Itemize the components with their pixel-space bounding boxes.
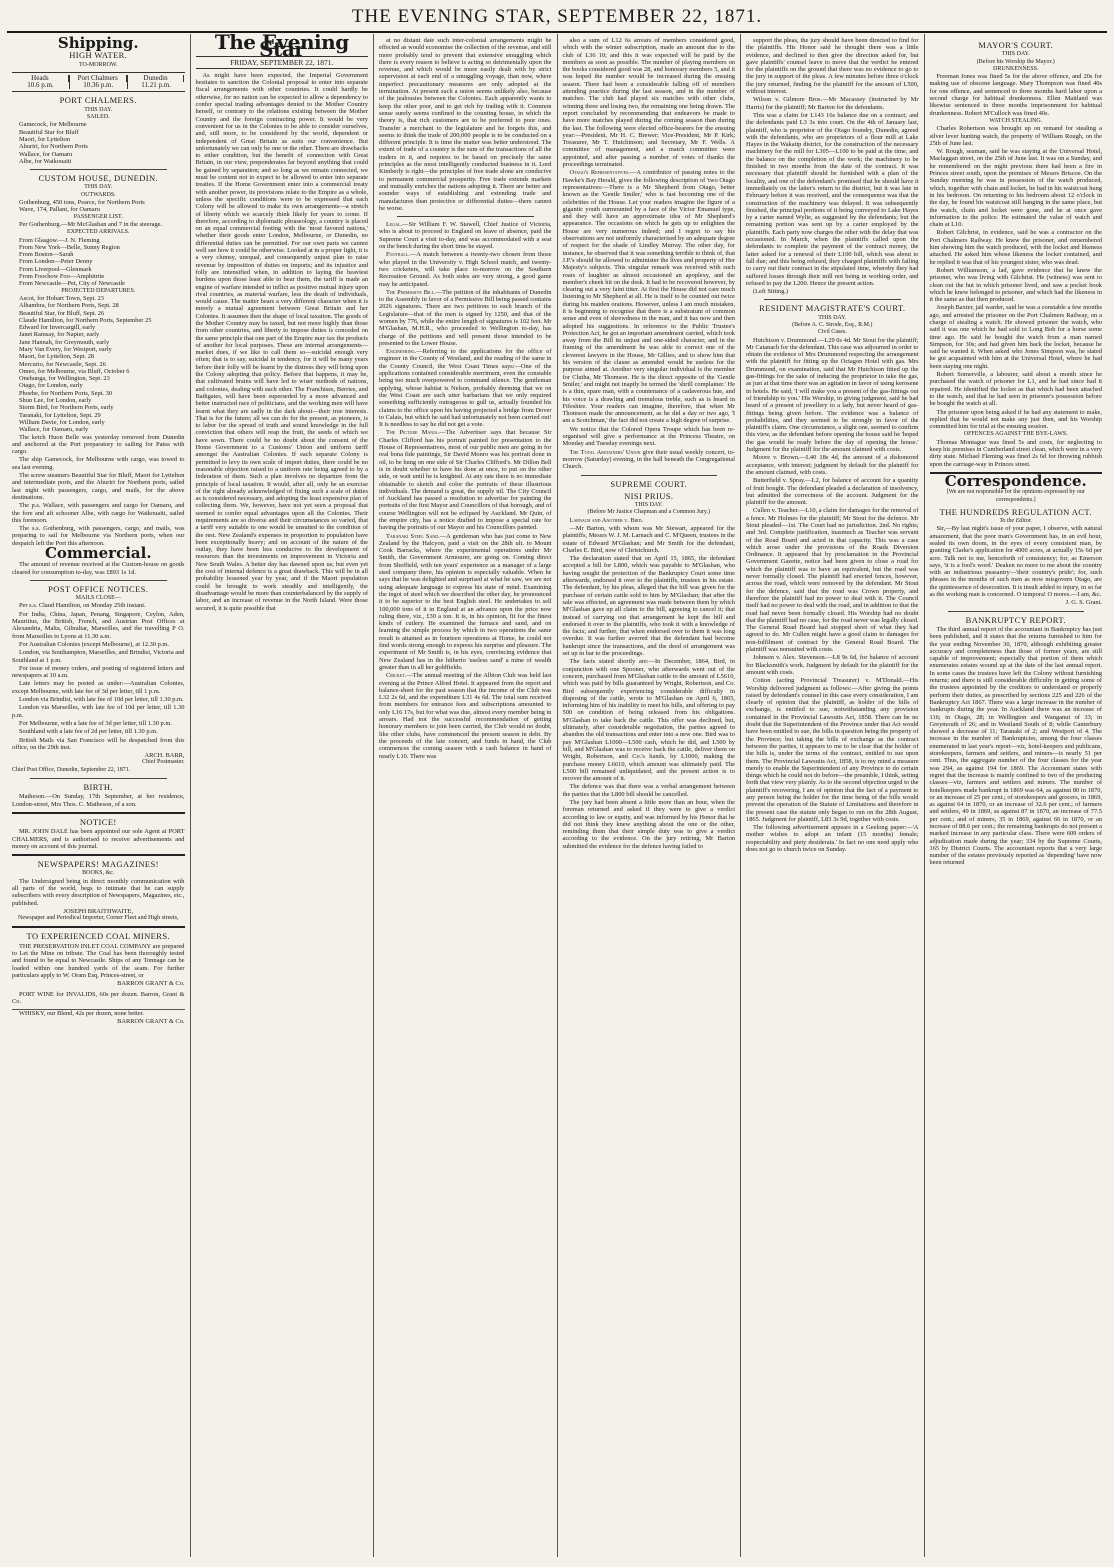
sailed-list [12, 121, 185, 165]
news-item-text: —The annual meeting of the Albion Club was held last evening at the Prince Alfred Hotel. It appeared from the report and balance-sheet for the past season that the income of the Club was L32 2s 6d, and the expenditure L31 4s 6d. The total sum received from members for entrance fees and subscriptions amounted to only L16 17s, but for what was due, almost every member being in arrears. Had not the successful recommendation of getting honorary members to join been carried, the Club would no doubt, like other clubs, have commenced the present season in debt. By the proceeds of the late concert, and funds in hand, the Club commences the coming season with a cash balance in hand of nearly L10. There was [379, 672, 552, 760]
paragraph: Johnson v. Alex. Stevenson.—L8 9s 6d, for balance of account for Blacksmith's work. Judgment by default for the plaintiff for the amount with costs. [746, 654, 919, 676]
paragraph: For India, China, Japan, Penang, Singapore, Ceylon, Aden, Mauritius, the British, French, and Austrian Post Offices at Alexandria, Malta, Gibraltar, Marseilles, and the travelling P O. from Marseilles to Lyons at 11.30 a.m. [12, 610, 185, 640]
paragraph: Butterfield v. Spray.—L2, for balance of account for a quantity of fruit bought. The defendant pleaded a declaration of insolvency, but admitted the correctness of the account. Judgment for the plaintiff for the amount. [746, 477, 919, 507]
editorial-date: FRIDAY, SEPTEMBER 22, 1871. [196, 56, 369, 69]
paragraph: London, via Southampton, Marseilles, and Brindisi, Victoria and Southland at 1 p.m. [12, 649, 185, 664]
high-water-title: HIGH WATER. [69, 50, 128, 61]
passenger-text: Per Gothenburg.—Mr McGlashan and 7 in the steerage. [19, 220, 163, 228]
paragraph: For Australian Colonies (except Melbourne), at 12.30 p.m. [19, 640, 169, 648]
paragraph: Moore v. Brown.—L40 18s 4d, the amount of a dishonored acceptance, with interest; judgment by default for the plaintiff for the amount claimed, with costs. [746, 454, 919, 476]
case-head: Larnach and Another v. Bird. [569, 516, 644, 524]
outwards-list [12, 199, 185, 214]
list-item: Maori, for Lyttelton [19, 135, 70, 143]
news-item-head: Taranaki Steel Sand. [386, 532, 440, 540]
list-item: Janet Ramsay, for Napier, early [19, 331, 100, 339]
shipping-paras [12, 434, 185, 547]
news-items-col4 [563, 169, 736, 470]
hundreds-sig: J. G. S. Grant. [1065, 599, 1102, 607]
port-wine-ad: PORT WINE for INVALIDS, 60s per dozen. Barron, Grant & Co. [12, 990, 185, 1005]
paragraph: London via Brindisi, with late fee of 10d per letter, till 1.30 p.m. [19, 696, 184, 704]
paragraph: Cotton (acting Provincial Treasurer) v. M'Donald.—His Worship delivered judgment as follows:—After giving the points raised by defendant's counsel in this case every consideration, I am clearly of opinion that the plaintiff, as holder of the bills of exchange, is entitled to sue, notwithstanding any provision contained in the Provincial Lawsuits Act, 1858. There can be no doubt that the Superintendent of the Province under that Act would have been entitled to sue, the bills in question being the property of the Province; but taking the bills of exchange as the contract between the parties, it appears to me to be clear that the holder of the bills is, under the terms of the contract, entitled to sue upon them. The Provincial Lawsuits Act, 1858, is to my mind a measure merely to enable the Superintendent of any Province to do certain things which he could not do before—the preamble, I think, setting forth that view very plainly. As to the second objection urged to the plaintiff's recovering, I am of opinion that the fact of a payment to any person being the holder for the time being of the bills would prevent the operation of the Statute of Limitations and therefore in the present case the statute only began to run on the 28th August, 1865. Judgment for plaintiff, L83 3s 9d, together with costs. [746, 677, 919, 823]
civil-paras [746, 337, 919, 854]
column-2 [191, 34, 375, 1557]
nisi-before: (Before Mr Justice Chapman and a Common Jury.) [587, 509, 711, 516]
whisky-sig: BARRON GRANT & Co. [117, 1018, 185, 1026]
port-title: PORT CHALMERS. [59, 95, 137, 106]
paragraph: This was a claim for L143 16s balance due on a contract; and the defendants paid L3 3s into court. On the 4th of January last, plaintiff, who is proprietor of the Otago foundry, Dunedin, agreed with the defendants, who are proprietors of a flour mill at Lake Hayes in the Wakatip district, for the construction of the necessary machinery for the mill for L305—L100 to be paid at the time, and the balance on the completion of the work; the machinery to be finished in two months from the date of the contract. It was necessary that plaintiff should be furnished with a plan of the locality, and one of the defendant's promised that he should have it immediately on the latter's return to the district, but it was late in February before it was received, and the consequence was that the construction of the machinery was delayed. It was subsequently finished, the principal portions of it being conveyed to Lake Hayes by a carter named Wylie, as suggested by the defendants; but the remaining portion was sent up by a carter employed by the plaintiffs. Each party now charges the other with the delay that was occasioned. In March, when the plaintiffs called upon the defendants to complete the payment of the contract money, the latter asked for a renewal of their L100 bill, which was about to fall due; and this being refused, they charged plaintiffs with failing to carry out their contract in the stipulated time, whereby they had suffered losses through their mill not being in working order, and refused to pay the L200. Hence the present action. [746, 111, 919, 287]
hundreds-title: THE HUNDREDS REGULATION ACT. [939, 506, 1092, 517]
list-item: William Davie, for London, early [19, 418, 105, 426]
list-item: Jane Hannah, for Greymouth, early [19, 338, 110, 346]
case-continued [746, 37, 919, 295]
tide-dunedin: Dunedin 11.21 p.m. [128, 75, 185, 90]
list-item: Beautiful Star for Bluff [19, 128, 79, 136]
list-item: Wallace, for Oamaru [19, 150, 73, 158]
news-item-head: Football. [386, 251, 410, 259]
tide-port: Port Chalmers 10.36 p.m. [70, 75, 128, 90]
news-item [379, 221, 552, 250]
arrivals-head: EXPECTED ARRIVALS. [66, 229, 130, 236]
list-item: Maori, for Lyttelton, Sept. 28 [19, 353, 95, 361]
list-item: From Boston—Sarah [19, 251, 74, 259]
newspapers-text: The Undersigned being in direct monthly communication with all parts of the world, begs to intimate that he can supply subscribers with every description of Newspapers, Magazines, etc., published. [12, 877, 185, 907]
paragraph: Southland with a late fee of 2d per letter, till 1.30 p.m. [19, 728, 158, 736]
news-item [563, 449, 736, 471]
list-item: Ascot, for Hobart Town, Sept. 23 [19, 294, 104, 302]
paragraph: The declaration stated that on April 15, 1865, the defendant accepted a bill for L800, which was payable to M'Glashan, who having sought the protection of the Bankruptcy Court some time afterwards, endorsed it over to the plaintiffs, trustees in his estate. The defendant, by his pleas, alleged that the bill was given for the purchase of certain cattle sold to him by M'Glashan; that after the sale was effected, an agreement was made between them by which M'Glashan gave up all claim to the bill, agreeing to cancel it; that instead of carrying out that arrangement he kept the bill and endorsed it over to the plaintiffs, who took it with a knowledge of the facts; and further, that when endorsed over to them it was long overdue. It was further averred that the defendant had become bankrupt since the transactions, and the deed of arrangement was set up in bar to the proceedings. [562, 555, 735, 658]
paragraph: The following advertisement appears in a Geelong paper:—'A mother wishes to adopt an infant (15 months) female; respectability and piety desiderata.' In fact no one need apply who does not go to church twice on Sunday. [746, 824, 919, 854]
list-item: Phoebe, for Northern Ports, Sept. 30 [19, 389, 113, 397]
list-item: From Newcastle—Pet, City of Newcastle [19, 280, 125, 288]
paragraph: The s.s. Gothenburg, with passengers, cargo, and mails, was preparing to sail for Melbourne via Northern ports, when our despatch left the Port this afternoon. [12, 525, 185, 547]
paragraph: at no distant date such inter-colonial arrangements might be effected as would economise the collection of the revenue, and still more probably tend to prevent that extensive smuggling which there is every reason to believe is acting so detrimentally upon the revenue, and which would be more easily dealt with by strict supervision at each end of a smuggling voyage, than now, where imperfect precautionary measures are only adopted at the termination. At present such a union seems unlikely also, because of the jealousies between the Colonies. Each apparently wants to keep the other poor, and to get rich by trading with it. Common sense surely seems confined to the counting house, in which the theory is, that rich customers are to be preferred to poor ones. Transfer a merchant to the legislature and he forgets this, and seems to think the trade of 200,000 people is to be conducted on a different principle. It is time the matter was better understood. The extent of trade of a country is the sum of the transactions of all the traders in it, and requires to be based on precisely the same principles as the most intelligently conducted business in it. Lord Kimberly is right—the principles of free trade alone are conducive to permanent commercial prosperity. Free trade extends markets and mutually enriches the nations adopting it. There are better and sounder ways of establishing and extending trade and manufactures than protective or differential duties—there cannot be worse. [379, 37, 552, 212]
news-item-head: Otago's Representatives. [569, 169, 630, 177]
paragraph: Hutchison v. Drummond.—L29 0s 4d. Mr Stout for the plaintiff; Mr Catanach for the defendant. This case was adjourned in order to obtain the evidence of Mrs Drummond respecting the arrangement with the plaintiff for fitting up the Octagon Hotel with gas. Mrs Drummond, on examination, said that Mr Hutchison fitted up the gas-fittings for the sake of inducing the proprietor to take the gas, as just at that time there was an agitation in favor of using kerosene in hotels. He said, 'I will make you a present of the gas-fittings out of friendship to you.' His Worship, in giving judgment, said he had heard of a present of jewellery to a lady, but never heard of gas-fittings being given before. The evidence was a balance of probabilities, and they seemed to be strongly in favor of the plaintiff's claim. One circumstance, a slight one, seemed to confirm this view, as the defendant before opening the house said he 'hoped the gas would be ready before the day of opening the house.' Judgment for the plaintiff for the amount claimed with costs. [746, 336, 919, 454]
paragraph: London via Marseilles, with late fee of 10d per letter, till 1.30 p.m. [12, 704, 185, 719]
drunk-head: DRUNKENNESS. [992, 65, 1039, 72]
birth-text: Matheson.—On Sunday, 17th September, at her residence, London-street, Mrs Thos. C. Matheson, of a son. [12, 793, 185, 808]
news-item [379, 251, 552, 287]
case-paras [563, 525, 736, 850]
nisi-sub: THIS DAY. [634, 502, 663, 509]
news-item-text: —A contributor of passing notes to the Hawke's Bay Herald, gives the following description of 'two Otago representatives:—There is a Mr Shepherd from Otago, better known as the 'Gentle Smiler,' who is fast becoming one of the celebrities of the House. Let your readers imagine the figure of a gigantic youth surmounted by a face of the Victor Emanuel type, and they will have an approximate idea of Mr Shepherd's appearance. The occasions on which he gets up to enlighten the House are very numerous indeed; and I regret to say his observations are not uniformly characterised by an adequate degree of respect for the shade of Lindley Murray. The other day, for instance, he observed that it was something terrible to think of, that J.P.'s should be allowed to administer the lives and property of Her Majesty's subjects. This singular remark was received with such roars of laughter as almost occasioned an apoplexy, and the member's cheek hit on the desk. It had to be recovered however, by clearing out a very faint titter. At first the House did not care much listening to Mr Shepherd at all. He is itself to be counted out twice during his maiden orations. However, unless I am much mistaken, it is beginning to recognise that there is a substratum of common sense and even of shrewdness in the man, and it has now and then adopted his suggestions. In reference to the Public Trustee's Protection Act, he got an important amendment carried, which took away from the Bill its unjust and one-sided character, and in the framing of the amendment he was able to correct one of the cleverest lawyers in the House, Mr Gillies, and to show him that his version of the clause as amended would be useless for the purpose aimed at. Another very singular individual is the member for Clutha, Mr Thomson. He is the direct opposite of the 'Gentle Smiler,' and might not inaptly be termed the 'shrill complainer.' He is a thin, spare man, with a countenance of a cadaverous hue, and his voice is a drawling and tremulous treble, such as is heard in Fifeshire. Your readers can imagine, therefore, that when Mr Thomson made the announcement, as he did a day or two ago, 'I am a Scotchman,' the fact did not create a high degree of surprise. [562, 169, 735, 425]
paragraph: Per s.s. Claud Hamilton, on Monday 25th instant. [19, 602, 146, 610]
birth-title: BIRTH. [83, 782, 113, 793]
paragraph: The screw steamers Beautiful Star for Bluff, Maori for Lyttelton and intermediate ports, and the Ahuriri for Northern ports, sailed last night with passengers, cargo, and mails, for the above destinations. [12, 472, 185, 501]
paragraph: Wilson v. Gilmore Bros.—Mr Macassey (instructed by Mr Harris) for the plaintiff; Mr Barton for the defendants. [746, 96, 919, 111]
bankruptcy-title: BANKRUPTCY REPORT. [965, 614, 1066, 625]
bye-text: Thomas Montague was fined 5s and costs, for neglecting to keep his premises in Cumberland street clean, which were in a very dirty state. Michael Fleming was fined 2s 6d for throwing rubbish upon the carriage-way in Princes street. [929, 438, 1102, 468]
news-item [379, 533, 552, 672]
custom-title: CUSTOM HOUSE, DUNEDIN. [38, 173, 159, 184]
list-item: Taranaki, for Lyttelton, Sept. 29 [19, 411, 101, 419]
post-paras [12, 602, 185, 751]
high-water-sub: TO-MORROW. [78, 61, 118, 68]
hundreds-text: Sir,—By last night's issue of your paper, I observe, with natural amazement, that the poor man's Government has, in an evil hour, sealed its own doom, in the eyes of every consistent man, by granting Clarke's application for 4000 acres, at actually 15s 6d per acre. Talk not to me, henceforth of consistency; for, as Emerson says, 'it is a fool's word.' Deaken no more to me about the country with an industrious peasantry—'their country's pride'; for, such phrases in the mouths of such men as now misgovern Otago, are the quintessence of desecration. It is insult added to injury, in so far as the working man is concerned. O tempora! O mores.—I am, &c. [929, 525, 1102, 599]
commercial-text: The amount of revenue received at the Custom-house on goods cleared for consumption to-day, was £893 1s 1d. [12, 561, 185, 576]
paragraph: The ship Gamecock, for Melbourne with cargo, was towed to sea last evening. [12, 456, 185, 471]
paragraph: The defence was that there was a verbal arrangement between the parties that the L800 bill should be cancelled. [562, 783, 735, 798]
paragraph: The p.s. Wallace, with passengers and cargo for Oamaru, and the fore and aft schooner Albe, with cargo for Waikouaiti, sailed this forenoon. [12, 502, 185, 524]
notice-text: MR. JOHN DALE has been appointed our sole Agent at PORT CHALMERS, and is authorised to receive advertisements and money on account of this journal. [12, 828, 185, 850]
civil-head: Civil Cases. [817, 329, 847, 336]
list-item: Alhambra, for Northern Ports, Sept. 28 [19, 302, 119, 310]
list-item: From Liverpool—Glenmark [19, 265, 92, 273]
correspondence-note: [We are not responsible for the opinions expressed by our correspondents.] [946, 489, 1085, 503]
arrivals-list [12, 237, 185, 288]
post-sig: ARCH. BARR, [144, 752, 185, 760]
news-item [379, 429, 552, 531]
news-item [563, 169, 736, 424]
news-item-text: We notice that the Colored Opera Troupe which has been re-organised will give a performance at the Princess Theatre, on Monday and Tuesday evenings next. [562, 425, 735, 448]
list-item: Mary Van Every, for Westport, early [19, 345, 112, 353]
column-6 [925, 34, 1108, 1557]
mayor-court-title: MAYOR'S COURT. [978, 40, 1054, 50]
news-item [379, 289, 552, 347]
list-item: Mercurio, for Newcastle, Sept. 26 [19, 360, 106, 368]
mails-head: MAILS CLOSE— [75, 595, 121, 602]
list-item: Edward for Invercargill, early [19, 324, 96, 332]
news-item-text: —A match between a twenty-two chosen from those who played in the University v. High School match, and twenty-two cricketers, will take place to-morrow on the Southern Recreation Ground. As both sides are very strong, a good game may be anticipated. [379, 251, 552, 288]
editorial-paras [196, 72, 369, 612]
list-item: Claude Hamilton, for Northern Ports, September 25 [19, 316, 152, 324]
bye-head: OFFENCES AGAINST THE BYE-LAWS. [963, 431, 1068, 438]
list-item: Shun Lee, for London, early [19, 397, 92, 405]
drunk-text: Freeman Jones was fined 5s for the above offence, and 20s for making use of obscene language. Mary Thompson was fined 40s for one offence, and sentenced to three months hard labor upon a second charge for habitual drunkenness. Ellen Maitland was likewise sentenced to three months imprisonment for habitual drunkenness. Robert M'Culloch was fined 40s. [929, 73, 1102, 117]
coal-text: THE PRESERVATION INLET COAL COMPANY are prepared to Let the Mine on tribute. The Coal has been thoroughly tested and found to be equal to Newcastle. Ships of any Tonnage can be loaded within one hundred yards of the seam. For further particulars apply to W. Oram Esq, Princes-street, or [12, 942, 185, 979]
tide-table [12, 72, 185, 93]
departures-list [12, 295, 185, 434]
passenger-head: PASSENGER LIST. [73, 213, 123, 220]
post-office-title: POST OFFICE NOTICES. [48, 583, 149, 594]
paragraph: The jury had been absent a little more than an hour, when the foreman returned and asked if they were to give a verdict according to law or equity, and was informed by his Honor that he did not think they knew anything about the one or the other, reminding them that their simple duty was to give a verdict according to the evidence. On the jury retiring, Mr Barton submitted the evidence for the defence having failed to [562, 798, 735, 850]
list-item: Gamecock, for Melbourne [19, 121, 87, 129]
news-item-text: —The petition of the inhabitants of Dunedin to the Assembly in favor of a Permissive Bill being passed contains 2026 signatures. There are two petitions to each branch of the Legislature—that of the men is signed by 1250, and that of the women by 776, while the entire length of signatures is 102 feet. Mr M'Glashan, M.H.R., who proceeded to Wellington to-day, has charge of the petitions and will present those intended to be presented to the Lower House. [379, 288, 552, 347]
news-item-text: —A gentleman who has just come to New Zealand by the Halcyon, paid a visit on the 28th ult. to Mount Cook Barracks, where the experimental operations under Mr Smith, the Government Armourer, are going on. Coming direct from Sheffield, with ten years' experience as a manager of a large steel company there, his opinion is especially valuable. When he says that he was delighted and surprised at what he saw, we are not using adequate language to express his state of mind. Examining the ingot of steel which we described the other day, he pronounced it to be superior to the best English steel. He undertakes to sell 100,000 tons of it in England at an advance upon the price now ruling there, viz., £30 a ton. It is, in his opinion, fit for the finest kinds of cutlery. He examined the furnace and sand, and on learning the simple process by which in two operations the same result is attained as in fourteen operations at Home, he could not find words strong enough to express his surprise and pleasure. The experiment of Mr Smith is, in his eyes, convincing evidence that New Zealand has in the hitherto 'useless sand' a mine of wealth greater than in all her goldfields. [379, 532, 552, 671]
hundreds-to: To the Editor. [999, 518, 1032, 525]
paragraph: For Melbourne, with a late fee of 3d per letter, till 1.30 p.m. [19, 719, 172, 727]
paragraph: The ketch Huon Belle was yesterday removed from Dunedin and anchored at the Port preparatory to sailing for Patea with cargo. [12, 433, 185, 456]
news-item-text: —The Advertiser says that because Sir Charles Clifford has his portrait painted for presentation to the House of Representatives, most of our public men are going in for real bona fide paintings, Sir David Monro was his portrait done in oil, to be hung on one side of Sir Charles Clifford's. Mr Dillon Bell is in doubt whether to have his done at once, to put on the other side, or wait until he is knighted. At any rate there is no immediate obtainable to sketch and color the portraits of these illustrious individuals. The demand is great, the supply nil. The City Council of Auckland has passed a resolution to advertise for painting the portraits of the first Mayor and Councillors of that borough, and of course Wellington will not be eclipsed by Auckland. Mr Quin, of the empire city, has a notice drafted to impose a special rate for having the portraits of our Mayor and his Councillors painted. [379, 429, 552, 532]
news-item [563, 426, 736, 448]
list-item: Albe, for Waikouaiti [19, 157, 72, 165]
paragraph: —Mr Barton, with whom was Mr Stewart, appeared for the plaintiffs, Messrs W. J. M. Larnach and C. M'Queen, trustees in the estate of Edward M'Glashan; and Mr Smith for the defendant, Charles E. Bird, now of Christchurch. [562, 525, 735, 554]
list-item: Storm Bird, for Northern Ports, early [19, 404, 114, 412]
news-item-text: —Referring to the applications for the office of engineer in the County of Westland, and the reading of the same in the County Council, the West Coast Times says:—One of the applications contained considerable merriment, even the constable being too much overpowered to command silence. The gentleman applying, whose habitat is Nelson, probably deeming that we on the West Coast are such utter barbarians that we only required something sufficiently outrageous to gull us, actually founded his claims to the office upon his having projected a bridge from Dover to Calais, but which he said had unfortunately not been carried out! It is needless to say he did not get a vote. [379, 348, 552, 429]
news-item [379, 672, 552, 760]
notice-title: NOTICE! [79, 816, 117, 827]
news-item-text: give their usual weekly concert, to-morrow (Saturday) evening, in the hall beneath the Congregational Church. [562, 448, 735, 471]
shipping-heading: Shipping. [57, 34, 139, 52]
coal-sig: BARRON GRANT & Co. [117, 980, 185, 988]
mayor-before: (Before his Worship the Mayor.) [976, 58, 1055, 65]
whisky-ad: WHISKY, our Blend, 42s per dozen, none better. [19, 1010, 145, 1018]
list-item: Wave, 174, Pallant, for Oamaru [19, 206, 100, 214]
list-item: Otago, for London, early [19, 382, 83, 390]
news-items-col3 [379, 221, 552, 760]
newspapers-title: NEWSPAPERS! MAGAZINES! [37, 859, 159, 870]
column-5 [741, 34, 925, 1557]
list-item: From Foochow Foo—Amphitrite [19, 273, 105, 281]
newspapers-sig-address: Newspaper and Periodical Importer, Corner Fleet and High streets, [18, 915, 179, 922]
list-item: From London—Peter Denny [19, 258, 93, 266]
bankruptcy-text: The third annual report of the accountant in Bankruptcy has just been published, and it states that the returns furnished to him for the year ending November 30, 1870, although exhibiting greater accuracy and completeness than those of former years, are still capable of improvement; especially that portion of them which enumerates estates wound up at the date of the last annual report. In some cases the trustees have left the Colony without furnishing returns; and there is still considerable difficulty in getting some of the trustees appointed by the creditors to understand or properly perform their duties, as prescribed by sections 225 and 226 of the Bankruptcy Act 1867. There was a large increase in the number of bankrupts during the year. In Auckland there was an increase of 116; in Otago, 28; in Wellington and Wanganui of 33; in Greymouth of 26; and in Westland South of 8; while Canterbury showed a decrease of 11; Taranaki of 2; and Westport of 4. The increase in the number of Bankruptcies, among the four classes enumerated in last year's report—viz, hotel-keepers and publicans, storekeepers, farmers and settlers, and miners—is nearly 51 per cent. Thus, the aggregate number of the four classes for the year was 294, as against 194 for 1869. The Accountant states with regret that the increase is mainly confined to two of the producing classes—viz, farmers and settlers and miners. The number of hotelkeepers made bankrupt in 1869 was 64, as against 80 in 1870, or an increase of 25 per cent.; of storekeepers and grocers, in 1869, as against 64 in 1870, or an increase of 32.6 per cent.; of farmers and settlers, 49 in 1869, as against 87 in 1870, an increase of 77.5 per cent.; and of miners, 35 in 1869, against 66 in 1870, or an increase of 88.6 per cent.; the remaining bankrupts do not present a marked increase in any particular class. There were 609 orders of adjudication made during the year; 334 by the Supreme Courts, 165 by District Courts. The accountant reports that a very large number of the estates previously reported as 'depending' have now been returned [929, 625, 1102, 867]
tide-heads: Heads 10.6 p.m. [12, 75, 70, 90]
editorial-continued [379, 37, 552, 212]
paragraph: also a sum of L12 6s arrears of members considered good, which with the winter subscription, made an amount due to the club of L36 10; and this it was expected will be paid by the members as soon as possible. The number of playing members on the books considered good was 28, and honorary members 5, and it was hoped the number would be increased during the ensuing season. There had been a considerable falling off of members attending practice during the last season, and in the number of matches. The club had played six matches with other clubs, winning three and losing two, the remaining one being drawn. The report concluded by recommending that endeavors be made to have more matches played during the coming season than during the last. The following were elected office-bearers for the ensuing year:—President, Mr H. C. Brewer; Vice-President, Mr P. Kirk; Treasurer, Mr T. Hutchinson; and Secretary, Mr F. Wells. A committee of management, and a match committee were appointed, and after passing a number of votes of thanks the proceedings terminated. [562, 37, 735, 169]
post-sig-title: Chief Postmaster. [142, 759, 185, 766]
nisi-prius-title: NISI PRIUS. [624, 490, 674, 501]
paragraph: Joseph Baxter, jail warder, said he was a constable a few months ago, and arrested the prisoner on the Port Chalmers Railway, on a charge of stealing a watch. He showed prisoner the watch, who said it was one which he had sold to Long Bob for a horse some time ago. He said he bought the watch from a man named Simpson, for 30s; and had given him back the locket, because he said he wanted it. When asked who Jones Simpson was, he stated he got acquainted with him at the Universal Hotel, where he had been staying one night. [929, 304, 1102, 370]
watch-head: WATCH STEALING. [989, 117, 1043, 124]
custom-sub: THIS DAY. [84, 184, 113, 191]
port-sub: THIS DAY. [84, 106, 113, 113]
watch-paras [930, 125, 1103, 430]
paragraph: (Left Sitting.) [753, 288, 789, 296]
paragraph: Robert Gilchrist, in evidence, said he was a contractor on the Port Chalmers Railway. He knew the prisoner, and remembered him showing him the watch produced, with the locket and likeness attached. He asked him whose likeness the locket contained, and he replied it was that of his youngest sister, who was dead. [929, 229, 1102, 266]
paragraph: W. Rough, seaman, said he was staying at the Universal Hotel, Maclaggan street, on the 25th of June last. It was on a Sunday, and he remembered on the night previous there had been a fire in Princes street south, upon the premises of Messrs Briscoe. On the Sunday morning he was in possession of the watch produced, which, together with chain and locket, he had in his waistcoat hung in his bedroom. On returning to his bedroom about 12 o'clock in the day, he found his waistcoat still hanging in the same place, but the watch, chain and locket were gone, and he at once gave information to the police. He estimated the value of watch and chain at L10. [929, 148, 1102, 229]
paragraph: For issue of money orders, and posting of registered letters and newspapers at 10 a.m. [12, 664, 185, 680]
paragraph: Robert Williamson, a lad, gave evidence that he knew the prisoner, who was living with Gilchrist. He (witness) was sent to clean out the hut in which prisoner lived, and saw a pocket book which he knew belonged to prisoner, and which had the likeness in it the same as that then produced. [929, 266, 1102, 304]
news-item [379, 348, 552, 428]
column-1 [7, 34, 191, 1557]
news-item-head: The Picture Mania. [386, 429, 440, 437]
list-item: Omeo, for Melbourne, via Bluff, October 6 [19, 367, 130, 375]
supreme-court-title: SUPREME COURT. [610, 478, 688, 489]
correspondence-heading: Correspondence. [944, 471, 1087, 490]
news-item-head: Engineering. [386, 348, 417, 356]
newspapers-sub: BOOKS, &c. [82, 870, 115, 877]
cricket-continued [563, 37, 736, 168]
list-item: Wallace, for Oamaru, early [19, 426, 89, 434]
paragraph: The facts stated shortly are:—In December, 1864, Bird, in conjunction with one Spooner, who afterwards went out of the concern, purchased from M'Glashan cattle to the amount of L5610, which was paid by bills guaranteed by Wright, Robertson, and Co. Bird subsequently experiencing considerable difficulty in disposing of the cattle, wrote to M'Glashan on April 6, 1865, informing him of his inability to meet his bills, and offering to pay 500 on condition of being released from his obligations. M'Glashan to take back the cattle. This offer was declined, but, ultimately, after considerable negotiation, the parties agreed to abandon the old transactions and enter into a new one. Bird was to pay M'Glashan L1000—L500 cash, which he did, and L500 by bill, and M'Glashan was to receive back the cattle, deliver them on Wright, Robertson, and Co.'s hands, by L1000, making the purchase money L6610, which amount was ultimately paid. The L500 bill remained unliquidated, and the present action is to recover the amount of it. [562, 658, 735, 783]
outwards-head: OUTWARDS. [80, 191, 116, 198]
column-4 [558, 34, 742, 1557]
commercial-heading: Commercial. [44, 544, 152, 562]
list-item: From New York—Belle, Sunny Region [19, 243, 120, 251]
list-item: From Glasgow.—J. N. Fleming [19, 236, 100, 244]
evening-star-logo: The Evening Star [214, 34, 349, 62]
news-item-head: Cricket. [386, 672, 407, 680]
news-item-head: The Total Abstainers' Union [569, 448, 641, 456]
newspapers-sig: JOSEPH BRAITHWAITE, [63, 907, 134, 915]
paragraph: Late letters may be posted as under:—Australian Colonies, except Melbourne, with late fee of 3d per letter, till 1 p.m. [12, 680, 185, 695]
paragraph: Charles Robertson was brought up on remand for stealing a silver lever hunting watch, the property of William Rough, on the 25th of June last. [929, 125, 1102, 147]
resident-sub: THIS DAY. [818, 314, 847, 321]
paragraph: As might have been expected, the Imperial Government hesitates to sanction the Colonial proposal to enter into separate fiscal arrangements with other countries. It could hardly be otherwise, for no nation can be expected to allow a dependency to confer special trading advantages denied to the Mother Country herself, or contrary to the relations existing between the Mother Country and the foreign contracting power. It would be very convenient for us in the Colonies to be able to consider ourselves, and, still more, to be considered by the world, dependent or independent of Great Britain as suits our convenience. But unfortunately we can only be one or the other. There are drawbacks to either condition, but the benefit of connection with Great Britain, in our view, preponderates far beyond anything that could be gained by separation; and so long as we remain connected, we must be content not to expect to be allowed to enter into separate treaties. If the Home Government enter into a commercial treaty with another power, its provisions relate to the Empire as a whole, unless the specific conditions were to be expressed that each Colony will be allowed to make its own arrangements—a stretch of liberty which we scarcely think likely for years to come. If therefore, according to diplomatic phraseology, a country is placed on an equal commercial footing with the 'most favored nations,' whether their goods enter London, Melbourne, or Dunedin, no differential duties can be permitted. For our own parts we cannot well see how it could be otherwise. Looked at in a proper light, it is a very clumsy, unequal, and consequently unjust plan to raise revenue by imposition of duties on imports; and its injustice and folly are intensified when, in addition to laying the heaviest burdens upon those least able to bear them, the tariff is made an engine of warfare intended to inflict as positive mutual injury upon rival countries, as material warfare, less the death of individuals, would cause. The matter bears a very different character when it is merely a mutual agreement between Great Britain and her Colonies. It assumes then the shape of local taxation. The goods of the Mother Country may be taxed, but not more highly than those from other countries, and liberty to impose duties is conceded on the same principle that one part of the Empire may tax the products of another for local purposes. These are internal arrangements—market dues, if we like to call them so—suicidal enough very often; that is to say, suicidal in tendency, for it will be many years before their folly will be learnt by the distress they will bring upon the Colony adopting that policy. Before that happens, it may be, that cultivated brains will have led to wiser methods of nations, and colonies, dealing with each other. The Franchises, Berries, and Bathgates, will have been superseded by a more advanced and better instructed race of politicians, and the working men will have learnt what they are sadly in the dark about—their true interests. That is for the future; all we can do for the present, as pioneers, is to labor for the spread of truth and sound knowledge in the full conviction that others will reap the fruit, the seeds of which we have sown. There could be no doubt about the consent of the Home Government to a Customs' Union and uniform tariff amongst the Australian Colonies. If each separate Colony is permitted to levy its own scale of import duties, there could be no reasonable objection raised to a uniform rate being agreed to by a federation of them. Such a plan involves no departure from the principle of local taxation. It would, after all, only be an exercise of the right already acknowledged of fixing such a scale of duties as is considered necessary, and adopting the least expensive plan of collecting them. We, however, have not yet seen a proposal that seemed to confer equal advantages upon all the Colonies. Their requirements are so diverse and their circumstances so varied, that a tariff very suitable to one would be unsuited to the condition of the rest. New Zealand's expenses in proportion to population have been exceptionally heavy; and on account of the nature of the outlay, they have been less conducive to the development of resources than the investments on improvement in Victoria and New South Wales. A better day has dawned upon us; but even yet the cost of internal defence is a great drawback. This will be in all probability lessened year by year, and if the Maori population could be brought to work steadily and intelligently, the disadvantage would be more than counterbalanced by the supply of labor, and an increase of revenue in the North Island. Were those secured, it is quite possible that [195, 71, 369, 612]
news-item-text: —Sir William F. W. Stawell, Chief Justice of Victoria, who is about to proceed to England on leave of absence, paid the Supreme Court a visit to-day, and was accommodated with a seat on the bench during the short time he stayed. [379, 221, 552, 251]
masthead: THE EVENING STAR, SEPTEMBER 22, 1871. [7, 4, 1107, 33]
list-item: Onehunga, for Wellington, Sept. 23 [19, 375, 110, 383]
resident-before: (Before A. C. Strode, Esq., R.M.) [792, 321, 873, 328]
paragraph: Cullen v. Teacher.—L10, a claim for damages for the removal of a fence. Mr Holmes for the plaintiff; Mr Stout for the defence. Mr Stout pleaded—1st. The Court had no jurisdiction. 2nd. No rights; and 3rd. Complete justification, inasmuch as Teacher was servant of the Road Board and acted in that capacity. This was a case which arose under the provisions of the Roads Diversion Ordinance. It appeared that by proclamation in the Provincial Government Gazette, notice had been given to close a road for which the plaintiff was to have an equivalent, but the road was never formally closed. The plaintiff had erected fences, however, across the road, which were removed by the defendant. Mr Stout for the defence, said that the road was Crown property, and therefore the plaintiff had no power to deal with it. The Council itself had no power to deal with the road, and in addition to that the road had never been formally closed. His Worship had no doubt that the plaintiff had no case, for the road never was legally closed. The General Road Board had stopped short of what they had agreed to do. Mr Cullen might have a good claim to damages for non-fulfilment of contract by the General Road Board. The plaintiff was nonsuited with costs. [746, 507, 919, 654]
coal-title: TO EXPERIENCED COAL MINERS. [26, 931, 170, 942]
news-item-head: The Permissive Bill. [386, 288, 436, 296]
list-item: Beautiful Star, for Bluff, Sept. 26 [19, 309, 105, 317]
departures-head: PROJECTED DEPARTURES. [61, 287, 136, 294]
post-sig-place: Chief Post Office, Dunedin, September 22, 1871. [12, 766, 131, 773]
list-item: Gothenburg, 450 tons, Pearce, for Northern Ports [19, 199, 145, 207]
list-item: Ahuriri, for Northern Ports [19, 143, 88, 151]
mayor-sub: THIS DAY. [1001, 51, 1030, 58]
paragraph: support the pleas, the jury should have been directed to find for the plaintiffs. His Honor said he thought there was a little evidence, and declined to then give the direction asked for, but gave plaintiffs' counsel leave to move that the verdict be entered for the plaintiffs on the ground that there was no evidence to go to the jury in support of the pleas. A few minutes before three o'clock the jury returned, finding for the plaintiff for the amount of L500, without interest. [746, 37, 919, 96]
news-item-head: Legal. [386, 221, 403, 229]
sailed-head: SAILED. [86, 114, 110, 121]
paragraph: British Mails via San Francisco will be despatched from this office, on the 29th inst. [12, 736, 185, 751]
resident-court-title: RESIDENT MAGISTRATE'S COURT. [759, 303, 906, 314]
paragraph: The prisoner upon being asked if he had any statement to make, replied that he would not make any just then, and his Worship committed him for trial at the ensuing session. [929, 408, 1102, 431]
column-3 [374, 34, 558, 1557]
newspaper-page [7, 4, 1107, 1557]
paragraph: Robert Somerville, a labourer, said about a month since he purchased the watch of prisoner for L1, and he had since had it repaired. He identified the locket as that which had been attached to the watch, and that he had seen in prisoner's possession before he bought the watch at all. [929, 371, 1102, 408]
